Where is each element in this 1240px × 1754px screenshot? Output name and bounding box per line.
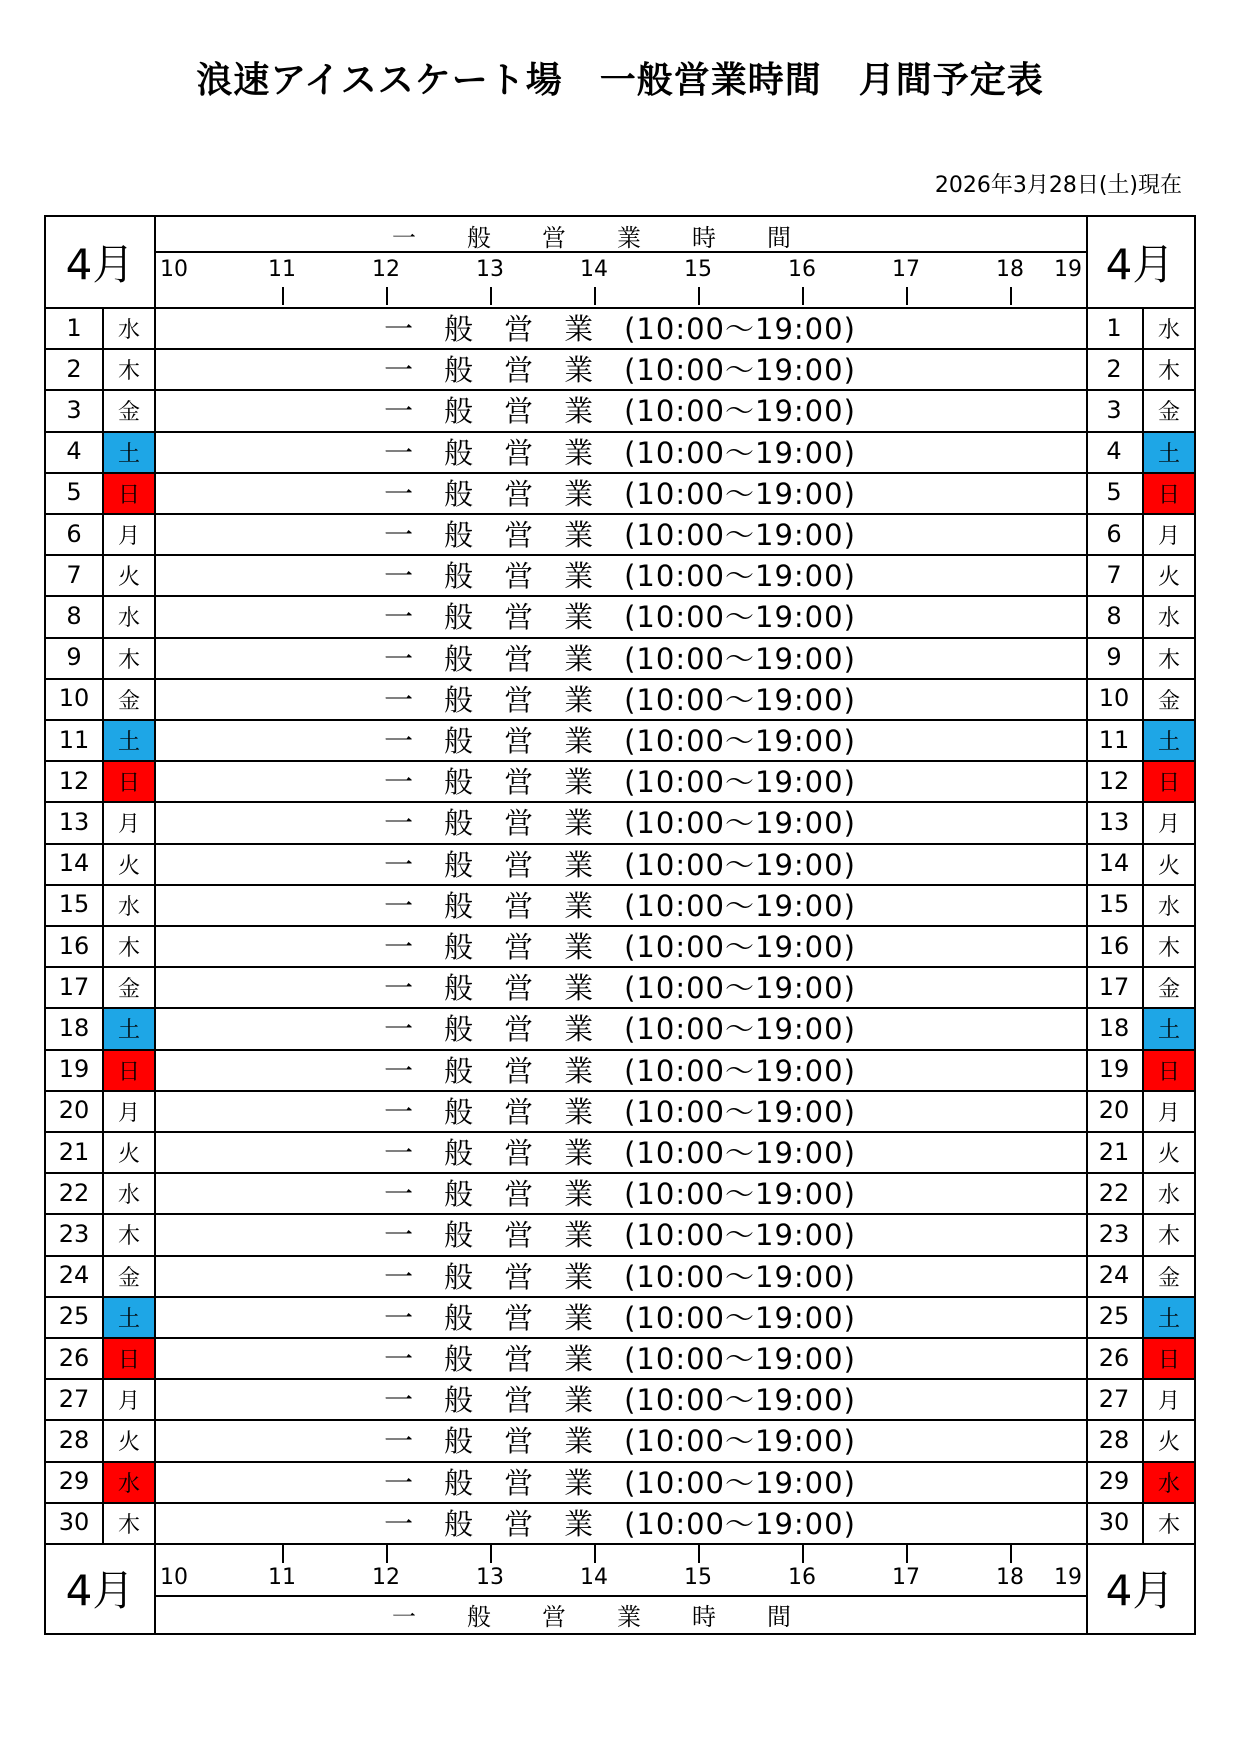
day-number: 23	[58, 1219, 90, 1248]
header-hour-tick	[386, 287, 388, 305]
weekday-cell-right: 土	[1144, 721, 1194, 760]
weekday-cell-right: 日	[1144, 1339, 1194, 1378]
day-number: 15	[58, 890, 90, 919]
weekday-cell-right: 木	[1157, 647, 1180, 673]
header-hour-label: 12	[372, 257, 400, 282]
weekday-cell-right: 土	[1144, 1298, 1194, 1337]
day-number-right: 15	[1098, 890, 1130, 919]
footer-title-char: 一	[392, 1602, 416, 1631]
day-number: 7	[66, 560, 82, 589]
weekday-cell: 土	[104, 721, 154, 760]
day-number-right: 10	[1098, 684, 1130, 713]
weekday-cell-right: 日	[1144, 762, 1194, 801]
header-hour-label: 15	[684, 257, 712, 282]
day-number: 12	[58, 766, 90, 795]
day-number: 13	[58, 807, 90, 836]
schedule-entry: 一 般 営 業 (10:00～19:00)	[384, 435, 856, 470]
weekday-cell-right: 土	[1144, 1009, 1194, 1048]
day-number: 14	[58, 849, 90, 878]
schedule-entry: 一 般 営 業 (10:00～19:00)	[384, 394, 856, 429]
header-title-char: 般	[467, 223, 491, 252]
weekday-cell: 水	[104, 1463, 154, 1502]
header-hour-label: 19	[1054, 257, 1082, 282]
day-number-right: 30	[1098, 1508, 1130, 1537]
day-number-right: 18	[1098, 1013, 1130, 1042]
day-number-right: 21	[1098, 1137, 1130, 1166]
schedule-entry: 一 般 営 業 (10:00～19:00)	[384, 724, 856, 759]
footer-hour-label: 19	[1054, 1565, 1082, 1590]
footer-hour-tick	[698, 1545, 700, 1563]
schedule-entry: 一 般 営 業 (10:00～19:00)	[384, 1424, 856, 1459]
day-number-right: 19	[1098, 1055, 1130, 1084]
footer-hour-label: 11	[268, 1565, 296, 1590]
schedule-entry: 一 般 営 業 (10:00～19:00)	[384, 806, 856, 841]
weekday-cell-right: 日	[1144, 1051, 1194, 1090]
day-number-right: 28	[1098, 1425, 1130, 1454]
day-number-right: 23	[1098, 1219, 1130, 1248]
footer-hour-label: 12	[372, 1565, 400, 1590]
header-hour-tick	[490, 287, 492, 305]
schedule-entry: 一 般 営 業 (10:00～19:00)	[384, 559, 856, 594]
weekday-cell-right: 水	[1157, 1183, 1180, 1209]
day-number: 25	[58, 1302, 90, 1331]
weekday-cell-right: 金	[1157, 688, 1180, 714]
footer-title-char: 業	[617, 1602, 641, 1631]
header-title-divider	[154, 251, 1086, 253]
footer-title-char: 時	[692, 1602, 716, 1631]
day-number-right: 17	[1098, 972, 1130, 1001]
weekday-cell: 木	[117, 1224, 140, 1250]
day-number: 11	[58, 725, 90, 754]
header-title-char: 営	[542, 223, 566, 252]
footer-month-left: 4月	[65, 1566, 135, 1615]
schedule-entry: 一 般 営 業 (10:00～19:00)	[384, 476, 856, 511]
weekday-cell-right: 金	[1157, 400, 1180, 426]
day-number-right: 7	[1106, 560, 1122, 589]
day-number: 21	[58, 1137, 90, 1166]
header-hour-tick	[594, 287, 596, 305]
schedule-entry: 一 般 営 業 (10:00～19:00)	[384, 1136, 856, 1171]
footer-hour-tick	[490, 1545, 492, 1563]
schedule-entry: 一 般 営 業 (10:00～19:00)	[384, 1218, 856, 1253]
schedule-entry: 一 般 営 業 (10:00～19:00)	[384, 888, 856, 923]
header-hour-tick	[802, 287, 804, 305]
schedule-entry: 一 般 営 業 (10:00～19:00)	[384, 1012, 856, 1047]
footer-hour-tick	[1010, 1545, 1012, 1563]
footer-hour-label: 13	[476, 1565, 504, 1590]
day-number: 4	[66, 437, 82, 466]
weekday-cell: 金	[117, 977, 140, 1003]
footer-hour-tick	[386, 1545, 388, 1563]
weekday-cell-right: 木	[1157, 359, 1180, 385]
weekday-cell: 土	[104, 433, 154, 472]
schedule-entry: 一 般 営 業 (10:00～19:00)	[384, 682, 856, 717]
day-number-right: 1	[1106, 313, 1122, 342]
header-hour-tick	[1010, 287, 1012, 305]
weekday-cell: 火	[117, 1142, 140, 1168]
header-hour-label: 10	[160, 257, 188, 282]
day-number-right: 24	[1098, 1261, 1130, 1290]
footer-hour-label: 15	[684, 1565, 712, 1590]
weekday-cell-right: 木	[1157, 936, 1180, 962]
footer-hour-label: 17	[892, 1565, 920, 1590]
day-number-right: 16	[1098, 931, 1130, 960]
day-number: 20	[58, 1096, 90, 1125]
day-number-right: 29	[1098, 1467, 1130, 1496]
col-divider-dow-left	[102, 307, 104, 1543]
schedule-entry: 一 般 営 業 (10:00～19:00)	[384, 1506, 856, 1541]
weekday-cell: 木	[117, 359, 140, 385]
day-number-right: 14	[1098, 849, 1130, 878]
day-number: 17	[58, 972, 90, 1001]
header-hour-label: 11	[268, 257, 296, 282]
footer-hour-label: 10	[160, 1565, 188, 1590]
day-number-right: 2	[1106, 354, 1122, 383]
schedule-entry: 一 般 営 業 (10:00～19:00)	[384, 847, 856, 882]
weekday-cell: 水	[117, 894, 140, 920]
footer-hour-tick	[906, 1545, 908, 1563]
col-divider-dow-right	[1142, 307, 1144, 1543]
weekday-cell-right: 月	[1157, 1100, 1180, 1126]
schedule-entry: 一 般 営 業 (10:00～19:00)	[384, 1259, 856, 1294]
weekday-cell: 木	[117, 936, 140, 962]
weekday-cell: 土	[104, 1298, 154, 1337]
weekday-cell-right: 火	[1157, 853, 1180, 879]
schedule-entry: 一 般 営 業 (10:00～19:00)	[384, 1177, 856, 1212]
day-number-right: 27	[1098, 1384, 1130, 1413]
schedule-entry: 一 般 営 業 (10:00～19:00)	[384, 1342, 856, 1377]
weekday-cell: 金	[117, 688, 140, 714]
header-hour-tick	[282, 287, 284, 305]
weekday-cell: 火	[117, 853, 140, 879]
day-number-right: 5	[1106, 478, 1122, 507]
weekday-cell: 木	[117, 647, 140, 673]
weekday-cell: 水	[117, 606, 140, 632]
page-title: 浪速アイススケート場 一般営業時間 月間予定表	[196, 60, 1044, 101]
schedule-entry: 一 般 営 業 (10:00～19:00)	[384, 600, 856, 635]
day-number: 18	[58, 1013, 90, 1042]
footer-hour-tick	[802, 1545, 804, 1563]
weekday-cell: 月	[117, 524, 140, 550]
day-number: 6	[66, 519, 82, 548]
weekday-cell-right: 月	[1157, 1389, 1180, 1415]
footer-hour-label: 18	[996, 1565, 1024, 1590]
header-hour-label: 13	[476, 257, 504, 282]
header-hour-label: 16	[788, 257, 816, 282]
day-number-right: 12	[1098, 766, 1130, 795]
schedule-entry: 一 般 営 業 (10:00～19:00)	[384, 930, 856, 965]
weekday-cell: 日	[104, 1051, 154, 1090]
header-hour-label: 14	[580, 257, 608, 282]
col-divider-right	[1086, 217, 1088, 1633]
footer-title-char: 間	[767, 1602, 791, 1631]
schedule-entry: 一 般 営 業 (10:00～19:00)	[384, 1465, 856, 1500]
weekday-cell-right: 火	[1157, 565, 1180, 591]
weekday-cell-right: 水	[1144, 1463, 1194, 1502]
day-number-right: 9	[1106, 643, 1122, 672]
weekday-cell-right: 火	[1157, 1142, 1180, 1168]
schedule-entry: 一 般 営 業 (10:00～19:00)	[384, 1300, 856, 1335]
footer-divider	[46, 1543, 1194, 1545]
weekday-cell-right: 金	[1157, 1265, 1180, 1291]
weekday-cell: 月	[117, 1389, 140, 1415]
day-number-right: 25	[1098, 1302, 1130, 1331]
day-number: 19	[58, 1055, 90, 1084]
day-number-right: 26	[1098, 1343, 1130, 1372]
day-number: 10	[58, 684, 90, 713]
weekday-cell-right: 水	[1157, 606, 1180, 632]
day-number: 5	[66, 478, 82, 507]
header-month-left: 4月	[65, 240, 135, 289]
day-number: 3	[66, 395, 82, 424]
header-hour-tick	[698, 287, 700, 305]
weekday-cell: 木	[117, 1512, 140, 1538]
day-number-right: 4	[1106, 437, 1122, 466]
weekday-cell-right: 金	[1157, 977, 1180, 1003]
schedule-entry: 一 般 営 業 (10:00～19:00)	[384, 353, 856, 388]
weekday-cell: 土	[104, 1009, 154, 1048]
weekday-cell: 水	[117, 318, 140, 344]
weekday-cell: 火	[117, 1430, 140, 1456]
schedule-table	[44, 215, 1196, 1635]
day-number: 8	[66, 601, 82, 630]
weekday-cell-right: 土	[1144, 433, 1194, 472]
schedule-entry: 一 般 営 業 (10:00～19:00)	[384, 971, 856, 1006]
day-number: 9	[66, 643, 82, 672]
as-of-date: 2026年3月28日(土)現在	[934, 173, 1182, 198]
day-number-right: 8	[1106, 601, 1122, 630]
weekday-cell: 金	[117, 1265, 140, 1291]
day-number-right: 20	[1098, 1096, 1130, 1125]
header-hour-label: 18	[996, 257, 1024, 282]
day-number: 28	[58, 1425, 90, 1454]
weekday-cell: 月	[117, 1100, 140, 1126]
weekday-cell: 日	[104, 1339, 154, 1378]
weekday-cell-right: 木	[1157, 1224, 1180, 1250]
weekday-cell-right: 木	[1157, 1512, 1180, 1538]
day-number: 24	[58, 1261, 90, 1290]
day-number: 16	[58, 931, 90, 960]
day-number: 26	[58, 1343, 90, 1372]
footer-title-char: 般	[467, 1602, 491, 1631]
schedule-entry: 一 般 営 業 (10:00～19:00)	[384, 641, 856, 676]
weekday-cell-right: 日	[1144, 474, 1194, 513]
day-number: 1	[66, 313, 82, 342]
weekday-cell: 日	[104, 474, 154, 513]
footer-hour-tick	[282, 1545, 284, 1563]
day-number: 27	[58, 1384, 90, 1413]
weekday-cell: 水	[117, 1183, 140, 1209]
weekday-cell-right: 月	[1157, 812, 1180, 838]
weekday-cell-right: 水	[1157, 318, 1180, 344]
weekday-cell: 日	[104, 762, 154, 801]
footer-hour-label: 14	[580, 1565, 608, 1590]
weekday-cell-right: 水	[1157, 894, 1180, 920]
header-hour-label: 17	[892, 257, 920, 282]
header-title-char: 間	[767, 223, 791, 252]
weekday-cell-right: 月	[1157, 524, 1180, 550]
weekday-cell-right: 火	[1157, 1430, 1180, 1456]
schedule-entry: 一 般 営 業 (10:00～19:00)	[384, 1383, 856, 1418]
weekday-cell: 金	[117, 400, 140, 426]
footer-hour-tick	[594, 1545, 596, 1563]
day-number-right: 22	[1098, 1178, 1130, 1207]
day-number: 2	[66, 354, 82, 383]
day-number-right: 13	[1098, 807, 1130, 836]
header-title-char: 時	[692, 223, 716, 252]
header-title-char: 一	[392, 223, 416, 252]
weekday-cell: 月	[117, 812, 140, 838]
schedule-entry: 一 般 営 業 (10:00～19:00)	[384, 1053, 856, 1088]
schedule-entry: 一 般 営 業 (10:00～19:00)	[384, 518, 856, 553]
header-month-right: 4月	[1105, 240, 1175, 289]
day-number: 30	[58, 1508, 90, 1537]
footer-title-char: 営	[542, 1602, 566, 1631]
footer-hour-label: 16	[788, 1565, 816, 1590]
footer-month-right: 4月	[1105, 1566, 1175, 1615]
header-hour-tick	[906, 287, 908, 305]
header-title-char: 業	[617, 223, 641, 252]
day-number: 22	[58, 1178, 90, 1207]
col-divider-left	[154, 217, 156, 1633]
schedule-entry: 一 般 営 業 (10:00～19:00)	[384, 1094, 856, 1129]
weekday-cell: 火	[117, 565, 140, 591]
day-number-right: 6	[1106, 519, 1122, 548]
day-number-right: 11	[1098, 725, 1130, 754]
day-number-right: 3	[1106, 395, 1122, 424]
schedule-entry: 一 般 営 業 (10:00～19:00)	[384, 765, 856, 800]
day-number: 29	[58, 1467, 90, 1496]
schedule-entry: 一 般 営 業 (10:00～19:00)	[384, 312, 856, 347]
